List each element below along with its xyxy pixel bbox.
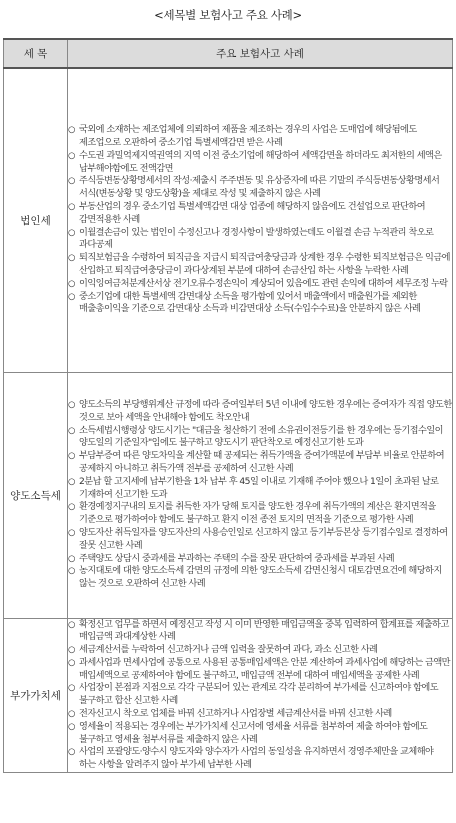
circle-bullet-icon: ○	[68, 227, 75, 238]
circle-bullet-icon: ○	[68, 425, 75, 436]
insurance-cases-table	[3, 38, 453, 773]
list-item	[68, 565, 452, 591]
cases-cell	[68, 68, 453, 372]
case-text: 중소기업에 대한 특별세액 감면대상 소득을 평가함에 있어서 매출액에서 매출원가를 제외한 매출총이익을 기준으로 감면대상 소득과 비감면대상 소득(수입수수료)을 안분하지 않은 사례	[79, 290, 421, 315]
header-cases: 주요 보험사고 사례	[68, 39, 453, 68]
list-item	[68, 278, 452, 291]
circle-bullet-icon: ○	[68, 176, 75, 187]
list-item	[68, 644, 452, 657]
list-item	[68, 476, 452, 502]
list-item	[68, 682, 452, 708]
case-text: 사업장이 본점과 지점으로 각각 구분되어 있는 관계로 각각 분리하여 부가세를 신고하여야 함에도 불구하고 합산 신고한 사례	[79, 682, 439, 707]
list-item	[68, 619, 452, 645]
header-category: 세 목	[4, 39, 68, 68]
page-title: <세목별 보험사고 주요 사례>	[154, 8, 302, 22]
case-text: 이월결손금이 있는 법인이 수정신고나 경정사항이 발생하였는데도 이월결 손금 누적관리 착오로 과다공제	[79, 226, 434, 251]
case-text: 세금계산서를 누락하여 신고하거나 금액 입력을 잘못하여 과다, 과소 신고한 사례	[79, 644, 378, 656]
case-text: 농지대토에 대한 양도소득세 감면의 규정에 의한 양도소득세 감면신청시 대토감면요건에 해당하지 않는 것으로 오판하여 신고한 사례	[79, 565, 442, 590]
case-text: 부담부증여 따른 양도차익을 계산할 때 공제되는 취득가액을 증여가액분에 부담부 비율로 안분하여 공제하지 아니하고 취득가액 전부를 공제하여 신고한 사례	[79, 450, 445, 474]
circle-bullet-icon: ○	[68, 202, 75, 213]
table-header-row	[4, 39, 453, 68]
table-row	[4, 618, 453, 773]
circle-bullet-icon: ○	[68, 451, 75, 462]
circle-bullet-icon: ○	[68, 400, 75, 411]
case-text: 영세율이 적용되는 경우에는 부가가치세 신고서에 영세율 서류를 첨부하여 제출 하여야 함에도 불구하고 영세율 첨부서류를 제출하지 않은 사례	[79, 720, 428, 745]
list-item	[68, 124, 452, 150]
circle-bullet-icon: ○	[68, 619, 75, 630]
case-text: 확정신고 업무를 하면서 예정신고 작성 시 이미 반영한 매입금액을 중복 입력하여 합계표를 제출하고 매입금액 과대계상한 사례	[79, 618, 449, 643]
circle-bullet-icon: ○	[68, 125, 75, 136]
case-text: 과세사업과 면세사업에 공통으로 사용된 공통매입세액은 안분 계산하여 과세사업에 해당하는 금액만 매입세액으로 공제하여야 함에도 불구하고, 매입금액 전부에 대하여 매입세액을 공제한 사례	[79, 656, 450, 681]
cases-cell	[68, 618, 453, 773]
list-item	[68, 746, 452, 772]
case-text: 전자신고시 착오로 업체를 바꿔 신고하거나 사업장별 세금계산서를 바꿔 신고한 사례	[79, 708, 392, 720]
case-text: 주식등변동상황명세서의 작성·제출시 주주변동 및 유상증자에 따른 기말의 주식등변동상황명세서 서식(변동상황 및 양도상황)을 제대로 작성 및 제출하지 않은 사례	[79, 175, 440, 200]
circle-bullet-icon: ○	[68, 645, 75, 656]
case-text: 부동산업의 경우 중소기업 특별세액감면 대상 업종에 해당하지 않음에도 건설업으로 판단하여 감면적용한 사례	[79, 201, 426, 225]
list-item	[68, 501, 452, 527]
circle-bullet-icon: ○	[68, 683, 75, 694]
case-text: 2분납 할 고지세에 납부기한을 1차 납부 후 45일 이내로 기재해 주어야 했으나 1일이 초과된 날로 기재하여 신고기한 도과	[79, 475, 439, 500]
list-item	[68, 553, 452, 566]
list-item	[68, 399, 452, 425]
case-text: 수도권 과밀억제지역권역의 지역 이전 중소기업에 해당하여 세액감면을 하더라도 최저한의 세액은 납부해야함에도 전액감면	[79, 149, 442, 174]
list-item	[68, 175, 452, 201]
table-row	[4, 68, 453, 372]
circle-bullet-icon: ○	[68, 291, 75, 302]
circle-bullet-icon: ○	[68, 566, 75, 577]
list-item	[68, 708, 452, 721]
cases-cell	[68, 372, 453, 618]
list-item	[68, 201, 452, 227]
category-cell: 부가가치세	[4, 618, 68, 773]
list-item	[68, 527, 452, 553]
circle-bullet-icon: ○	[68, 476, 75, 487]
list-item	[68, 450, 452, 476]
case-text: 국외에 소재하는 제조업체에 의뢰하여 제품을 제조하는 경우의 사업은 도매업에 해당됨에도 제조업으로 오판하여 중소기업 특별세액감면 받은 사례	[79, 124, 417, 149]
case-text: 사업의 포괄양도·양수시 양도자와 양수자가 사업의 동일성을 유지하면서 경영주체만을 교체해야 하는 사항을 알려주지 않아 부가세 납부한 사례	[79, 746, 434, 771]
circle-bullet-icon: ○	[68, 747, 75, 758]
circle-bullet-icon: ○	[68, 657, 75, 668]
table-row	[4, 372, 453, 618]
list-item	[68, 252, 452, 278]
circle-bullet-icon: ○	[68, 527, 75, 538]
category-cell: 양도소득세	[4, 372, 68, 618]
case-list	[68, 124, 452, 316]
circle-bullet-icon: ○	[68, 278, 75, 289]
case-text: 퇴직보험금을 수령하여 퇴직금을 지급시 퇴직급여충당금과 상계한 경우 수령한 퇴직보험금은 익금에 산입하고 퇴직급여충당금이 과다상계된 부분에 대하여 손금산입 하는 사항을 누락한 사례	[79, 252, 450, 277]
case-text: 소득세법시행령상 양도시기는 "대금을 청산하기 전에 소유권이전등기를 한 경우에는 등기접수일이 양도일의 기준일자"임에도 불구하고 양도시기 판단착오로 예정신고기한 도과	[79, 424, 443, 449]
category-cell: 법인세	[4, 68, 68, 372]
circle-bullet-icon: ○	[68, 502, 75, 513]
case-text: 양도소득의 부당행위계산 규정에 따라 증여일부터 5년 이내에 양도한 경우에는 증여자가 직접 양도한 것으로 보아 세액을 안내해야 함에도 착오안내	[79, 399, 452, 423]
list-item	[68, 227, 452, 253]
case-list	[68, 619, 452, 773]
list-item	[68, 291, 452, 317]
circle-bullet-icon: ○	[68, 553, 75, 564]
circle-bullet-icon: ○	[68, 721, 75, 732]
case-text: 환경예정지구내의 토지를 취득한 자가 당해 토지를 양도한 경우에 취득가액의 계산은 환지면적을 기준으로 평가하여야 함에도 불구하고 환지 이전 종전 토지의 면적을 기준으로 평가한 사례	[79, 501, 436, 526]
list-item	[68, 425, 452, 451]
circle-bullet-icon: ○	[68, 709, 75, 720]
list-item	[68, 721, 452, 747]
list-item	[68, 657, 452, 683]
case-text: 이익잉여금처분계산서상 전기오류수정손익이 계상되어 있음에도 관련 손익에 대하여 세무조정 누락	[79, 277, 448, 289]
case-list	[68, 399, 452, 591]
case-text: 양도자산 취득일자를 양도자산의 사용승인일로 신고하지 않고 등기부등본상 등기접수일로 결정하여 잘못 신고한 사례	[79, 526, 448, 551]
circle-bullet-icon: ○	[68, 150, 75, 161]
circle-bullet-icon: ○	[68, 253, 75, 264]
case-text: 주택양도 상담시 중과세를 부과하는 주택의 수를 잘못 판단하여 중과세를 부과된 사례	[79, 552, 395, 564]
list-item	[68, 150, 452, 176]
